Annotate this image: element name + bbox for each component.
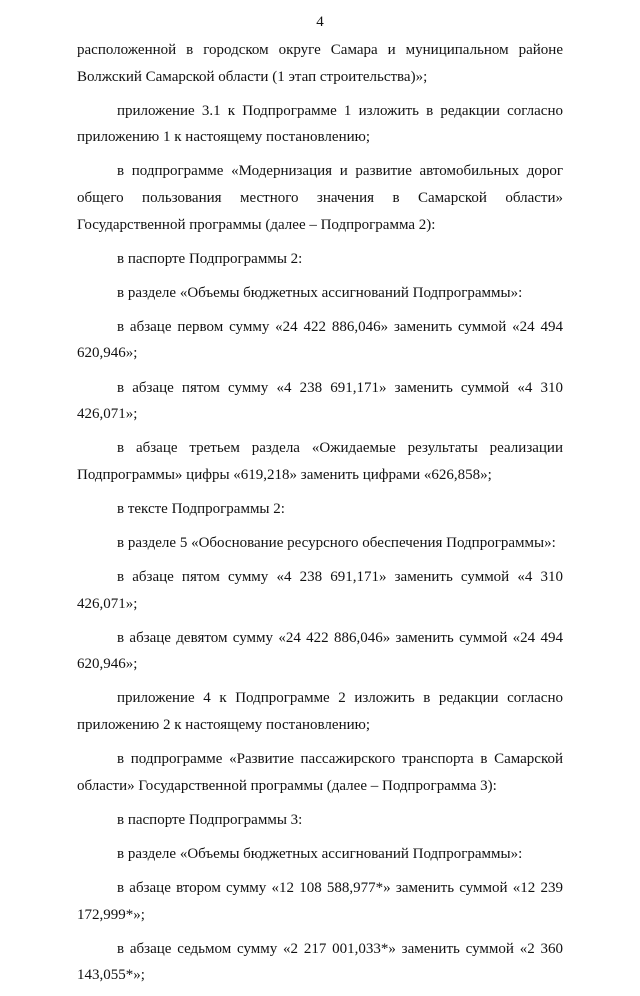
document-body [77, 37, 563, 996]
paragraph: в абзаце первом сумму «24 422 886,046» заменить суммой «24 494 620,946»; [77, 318, 563, 362]
paragraph: в разделе 5 «Обоснование ресурсного обеспечения Подпрограммы»: [117, 535, 556, 551]
paragraph: в абзаце девятом сумму «24 422 886,046» заменить суммой «24 494 620,946»; [77, 629, 563, 673]
page-number: 4 [316, 14, 324, 30]
paragraph: приложение 3.1 к Подпрограмме 1 изложить в редакции согласно приложению 1 к настоящему постановлению; [77, 102, 563, 146]
paragraph: в разделе «Объемы бюджетных ассигнований Подпрограммы»: [117, 845, 523, 862]
paragraph: в абзаце втором сумму «12 108 588,977*» заменить суммой «12 239 172,999*»; [77, 880, 563, 923]
paragraph: приложение 4 к Подпрограмме 2 изложить в редакции согласно приложению 2 к настоящему постановлению; [77, 690, 563, 734]
paragraph: в абзаце пятом сумму «4 238 691,171» заменить суммой «4 310 426,071»; [77, 379, 563, 423]
paragraph: расположенной в городском округе Самара и муниципальном районе Волжский Самарской области (1 этап строительства)»; [77, 42, 563, 85]
paragraph: в тексте Подпрограммы 2: [117, 500, 285, 517]
paragraph: в разделе «Объемы бюджетных ассигнований Подпрограммы»: [117, 284, 523, 301]
paragraph: в абзаце третьем раздела «Ожидаемые результаты реализации Подпрограммы» цифры «619,218» заменить цифрами «626,858»; [77, 440, 563, 483]
paragraph: в абзаце пятом сумму «4 238 691,171» заменить суммой «4 310 426,071»; [77, 569, 563, 612]
paragraph: в абзаце седьмом сумму «2 217 001,033*» заменить суммой «2 360 143,055*»; [77, 940, 563, 984]
paragraph: в подпрограмме «Развитие пассажирского транспорта в Самарской области» Государственной программы (далее – Подпрограмма 3): [77, 751, 563, 794]
paragraph: в подпрограмме «Модернизация и развитие автомобильных дорог общего пользования местного значения в Самарской области» Государственной программы (далее – Подпрограмма 2): [77, 163, 563, 233]
paragraph: в паспорте Подпрограммы 3: [117, 811, 303, 828]
paragraph: в паспорте Подпрограммы 2: [117, 250, 303, 267]
